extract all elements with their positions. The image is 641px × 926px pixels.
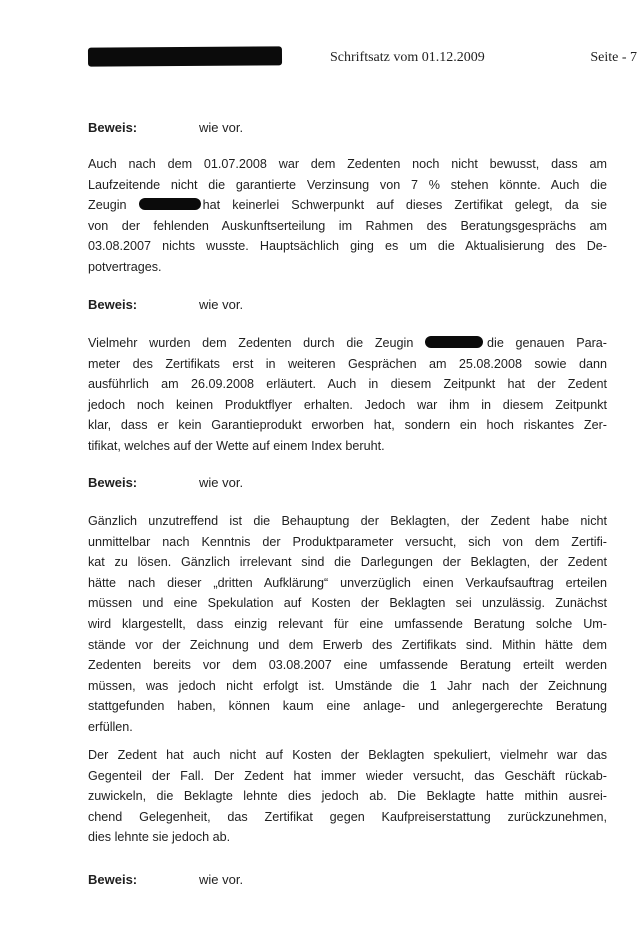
text-line: von der fehlenden Auskunftserteilung im Rahmen des Beratungsgesprächs am (88, 218, 607, 233)
text-line: Zeugin hat keinerlei Schwerpunkt auf dieses Zertifikat gelegt, da sie (88, 198, 607, 213)
beweis-line (88, 297, 244, 312)
text-line: Auch nach dem 01.07.2008 war dem Zedenten noch nicht bewusst, dass am (88, 157, 607, 171)
redaction-bar (88, 46, 282, 66)
text-line: dies lehnte sie jedoch ab. (88, 830, 231, 845)
text-line: Laufzeitende nicht die garantierte Verzinsung von 7 % stehen könnte. Auch die (88, 177, 607, 192)
beweis-label: Beweis: (88, 872, 138, 887)
paragraph-3 (88, 511, 607, 738)
text-line: Gänzlich unzutreffend ist die Behauptung der Beklagten, der Zedent habe nicht (88, 514, 607, 528)
text-line: Vielmehr wurden dem Zedenten durch die Zeugin die genauen Para- (88, 336, 607, 350)
text-line: meter des Zertifikats erst in weiteren Gesprächen am 25.08.2008 sowie dann (88, 356, 607, 371)
paragraph-4 (88, 745, 607, 848)
beweis-value: wie vor. (199, 872, 244, 887)
text-line: müssen und eine Spekulation auf Kosten der Beklagten sei unzulässig. Zunächst (88, 596, 607, 611)
text-line: Zedenten bereits vor dem 03.08.2007 eine umfassende Beratung erteilt werden (88, 658, 607, 673)
text-line: unmittelbar nach Kenntnis der Produktparameter versucht, sich von dem Zertifi- (88, 534, 607, 549)
beweis-label: Beweis: (88, 475, 138, 490)
redaction-bar (425, 336, 483, 348)
beweis-value: wie vor. (199, 120, 244, 135)
text-line: kat zu lösen. Gänzlich irrelevant sind die Darlegungen der Beklagten, der Zedent (88, 555, 607, 570)
text-line: tifikat, welches auf der Wette auf einem Index beruht. (88, 438, 385, 453)
text-line: stattgefunden haben, können kaum eine anlage- und anlegergerechte Beratung (88, 699, 607, 714)
text-line: Der Zedent hat auch nicht auf Kosten der Beklagten spekuliert, vielmehr war das (88, 748, 607, 762)
beweis-value: wie vor. (199, 475, 244, 490)
beweis-line (88, 475, 244, 490)
text-line: hätte nach dieser „dritten Aufklärung“ unverzüglich einen Verkaufsauftrag erteilen (88, 575, 607, 590)
text-line: zuwickeln, die Beklagte lehnte dies jedoch ab. Die Beklagte hatte mithin ausrei- (88, 789, 607, 804)
beweis-line (88, 120, 244, 135)
redaction-bar (139, 198, 201, 210)
header-page-number: Seite - 7 (590, 50, 637, 65)
text-line: stände vor der Zeichnung und dem Erwerb des Zertifikats sind. Mithin hätte dem (88, 637, 607, 652)
beweis-label: Beweis: (88, 297, 138, 312)
text-line: chend Gelegenheit, das Zertifikat gegen Kaufpreiserstattung zurückzunehmen, (88, 809, 607, 824)
text-line: ausführlich am 26.09.2008 erläutert. Auch in diesem Zeitpunkt hat der Zedent (88, 377, 607, 392)
text-line: jedoch noch keinen Produktflyer erhalten. Jedoch war ihm in diesem Zeitpunkt (88, 397, 607, 412)
text-line: müssen, was jedoch nicht erfolgt ist. Umstände die 1 Jahr nach der Zeichnung (88, 678, 607, 693)
header-date: Schriftsatz vom 01.12.2009 (330, 50, 485, 65)
text-line: erfüllen. (88, 719, 133, 734)
text-line: Gegenteil der Fall. Der Zedent hat immer wieder versucht, das Geschäft rückab- (88, 768, 607, 783)
beweis-value: wie vor. (199, 297, 244, 312)
text-line: 03.08.2007 nichts wusste. Hauptsächlich ging es um die Aktualisierung des De- (88, 239, 607, 254)
beweis-line (88, 872, 244, 887)
text-line: klar, dass er kein Garantieprodukt erworben hat, sondern ein hoch riskantes Zer- (88, 418, 607, 433)
paragraph-1 (88, 154, 607, 278)
paragraph-2 (88, 333, 607, 457)
beweis-label: Beweis: (88, 120, 138, 135)
text-line: potvertrages. (88, 259, 162, 274)
text-line: wird klargestellt, dass einzig relevant für eine umfassende Beratung solche Um- (88, 616, 607, 631)
